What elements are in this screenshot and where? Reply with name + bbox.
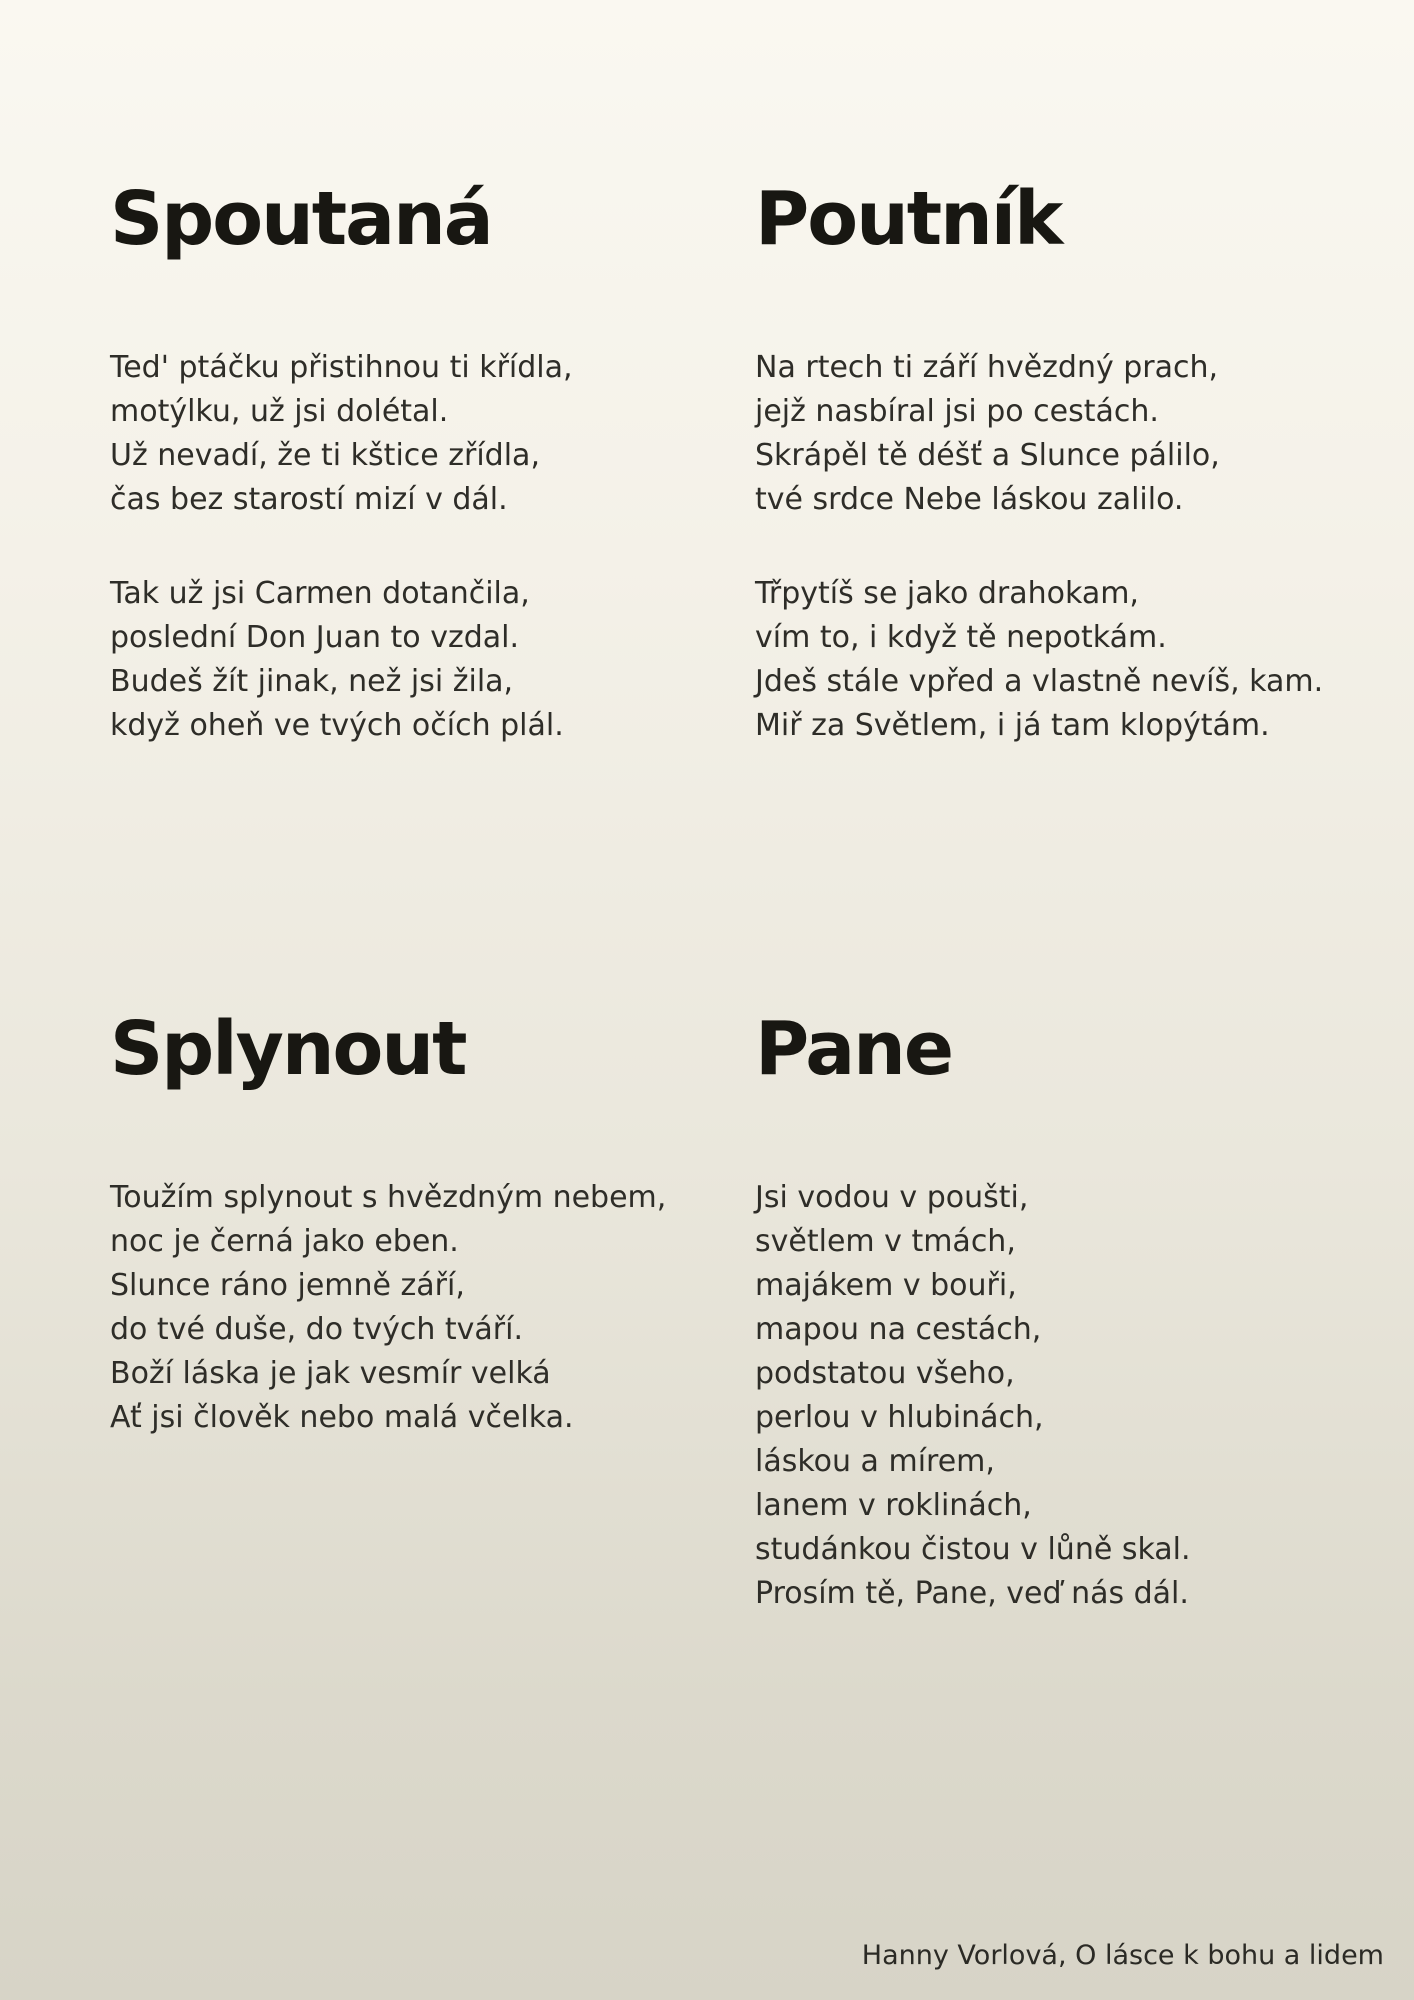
poem-line: Jdeš stále vpřed a vlastně nevíš, kam. [755, 664, 1324, 699]
poem-line: Na rtech ti září hvězdný prach, [755, 350, 1219, 385]
stanza [110, 1176, 730, 1440]
poem-line: světlem v tmách, [755, 1224, 1016, 1259]
poem-title: Poutník [755, 176, 1062, 262]
poem-line: čas bez starostí mizí v dál. [110, 482, 508, 517]
poem-poutnik [755, 176, 1375, 748]
poem-line: Miř za Světlem, i já tam klopýtám. [755, 708, 1270, 743]
poem-title: Pane [755, 1006, 953, 1092]
poem-line: Třpytíš se jako drahokam, [755, 576, 1139, 611]
poem-splynout [110, 1006, 730, 1440]
poem-line: tvé srdce Nebe láskou zalilo. [755, 482, 1184, 517]
poem-line: láskou a mírem, [755, 1444, 995, 1479]
stanza [110, 572, 730, 748]
poem-spoutana [110, 176, 730, 748]
poem-line: Jsi vodou v poušti, [755, 1180, 1029, 1215]
attribution-footer: Hanny Vorlová, O lásce k bohu a lidem [861, 1940, 1384, 1971]
poem-line: vím to, i když tě nepotkám. [755, 620, 1167, 655]
poem-line: Slunce ráno jemně září, [110, 1268, 465, 1303]
poem-line: Už nevadí, že ti kštice zřídla, [110, 438, 540, 473]
poem-title: Spoutaná [110, 176, 492, 262]
poem-line: mapou na cestách, [755, 1312, 1042, 1347]
poem-pane [755, 1006, 1375, 1616]
poem-line: Toužím splynout s hvězdným nebem, [110, 1180, 667, 1215]
poem-line: motýlku, už jsi dolétal. [110, 394, 449, 429]
stanza [110, 346, 730, 522]
poem-line: majákem v bouři, [755, 1268, 1017, 1303]
poem-line: když oheň ve tvých očích plál. [110, 708, 564, 743]
stanza [755, 1176, 1375, 1616]
stanza [755, 346, 1375, 522]
poem-line: studánkou čistou v lůně skal. [755, 1532, 1191, 1567]
poem-title: Splynout [110, 1006, 466, 1092]
poem-line: Ted' ptáčku přistihnou ti křídla, [110, 350, 573, 385]
poem-line: Ať jsi člověk nebo malá včelka. [110, 1400, 574, 1435]
poem-line: Prosím tě, Pane, veď nás dál. [755, 1576, 1189, 1611]
poem-line: Tak už jsi Carmen dotančila, [110, 576, 530, 611]
poem-line: podstatou všeho, [755, 1356, 1015, 1391]
poem-line: perlou v hlubinách, [755, 1400, 1044, 1435]
poem-line: lanem v roklinách, [755, 1488, 1032, 1523]
poem-line: noc je černá jako eben. [110, 1224, 459, 1259]
poem-line: do tvé duše, do tvých tváří. [110, 1312, 524, 1347]
poem-line: Budeš žít jinak, než jsi žila, [110, 664, 514, 699]
poem-line: poslední Don Juan to vzdal. [110, 620, 519, 655]
stanza [755, 572, 1375, 748]
poem-line: jejž nasbíral jsi po cestách. [755, 394, 1159, 429]
poem-line: Boží láska je jak vesmír velká [110, 1356, 551, 1391]
poem-line: Skrápěl tě déšť a Slunce pálilo, [755, 438, 1220, 473]
